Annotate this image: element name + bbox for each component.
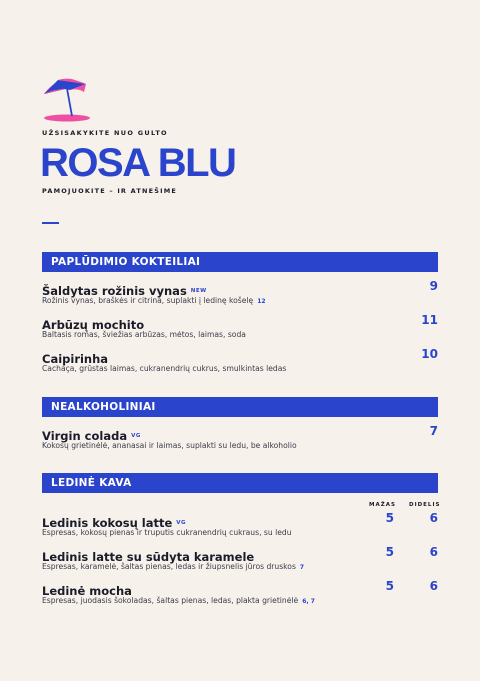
item-name: Caipirinha	[42, 352, 109, 366]
menu-item	[42, 424, 438, 450]
section-header-nonalcoholic: NEALKOHOLINIAI	[42, 397, 438, 417]
item-price-large: 6	[429, 545, 438, 559]
item-name: Ledinis kokosų latte	[42, 516, 173, 530]
item-description: Kokosų grietinėlė, ananasai ir laimas, suplakti su ledu, be alkoholio	[42, 441, 297, 450]
menu-item	[42, 313, 438, 339]
item-price-small: 5	[385, 579, 394, 593]
new-badge: NEW	[190, 287, 207, 294]
section-header-iced-coffee: LEDINĖ KAVA	[42, 473, 438, 493]
item-price: 7	[429, 424, 438, 438]
item-name: Ledinė mocha	[42, 584, 132, 598]
subline: PAMOJUOKITE – IR ATNEŠIME	[42, 187, 178, 195]
item-price: 10	[421, 347, 438, 361]
item-description: Cachaça, grūstas laimas, cukranendrių cukrus, smulkintas ledas	[42, 364, 287, 373]
tagline: UŽSISAKYKITE NUO GULTO	[42, 129, 168, 137]
allergen-code: 7	[299, 564, 305, 571]
size-label-small: MAŽAS	[369, 502, 396, 508]
item-price-small: 5	[385, 545, 394, 559]
item-price-small: 5	[385, 511, 394, 525]
item-name: Virgin colada	[42, 429, 128, 443]
item-description: Rožinis vynas, braškės ir citrina, suplakti į ledinę košelę 12	[42, 296, 266, 305]
menu-item	[42, 545, 438, 571]
menu-item	[42, 279, 438, 305]
item-description: Espresas, karamelė, šaltas pienas, ledas ir žiupsnelis jūros druskos 7	[42, 562, 305, 571]
vegan-badge: VG	[176, 519, 187, 526]
item-price-large: 6	[429, 579, 438, 593]
item-name: Šaldytas rožinis vynas	[42, 284, 187, 298]
item-price: 11	[421, 313, 438, 327]
section-header-cocktails: PAPLŪDIMIO KOKTEILIAI	[42, 252, 438, 272]
brand-title: ROSA BLU	[40, 141, 236, 185]
menu-item	[42, 347, 438, 373]
menu-item	[42, 511, 438, 537]
menu-item	[42, 579, 438, 605]
allergen-code: 6, 7	[302, 598, 315, 605]
allergen-code: 12	[257, 298, 266, 305]
item-description: Baltasis romas, šviežias arbūzas, mėtos, laimas, soda	[42, 330, 246, 339]
item-name: Ledinis latte su sūdyta karamele	[42, 550, 255, 564]
item-name: Arbūzų mochito	[42, 318, 145, 332]
beach-umbrella-icon	[42, 74, 94, 122]
item-description: Espresas, kokosų pienas ir truputis cukranendrių cukraus, su ledu	[42, 528, 292, 537]
size-label-large: DIDELIS	[409, 502, 441, 508]
item-price: 9	[429, 279, 438, 293]
item-price-large: 6	[429, 511, 438, 525]
divider-dash	[42, 222, 59, 224]
item-description: Espresas, juodasis šokoladas, šaltas pienas, ledas, plakta grietinėlė 6, 7	[42, 596, 315, 605]
vegan-badge: VG	[131, 432, 141, 439]
